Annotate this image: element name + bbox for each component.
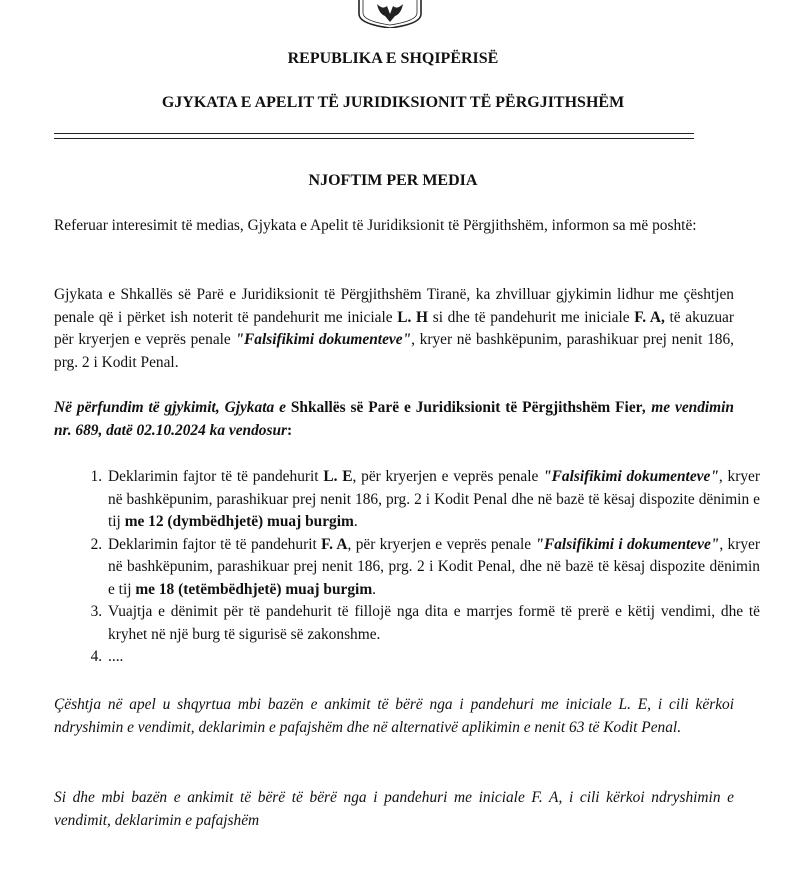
defendant-initials-lh: L. H — [397, 308, 429, 326]
header-divider-top — [54, 133, 694, 134]
court-heading: GJYKATA E APELIT TË JURIDIKSIONIT TË PËRGJITHSHËM — [161, 94, 625, 111]
sentence-text: me 12 (dymbëdhjetë) muaj burgim — [124, 513, 354, 530]
list-item: 4. .... — [106, 646, 760, 669]
sentence-text: me 18 (tetëmbëdhjetë) muaj burgim — [135, 580, 373, 598]
list-item: 1. Deklarimin fajtor të të pandehurit L. E, për kryerjen e veprës penale "Falsifikimi dokumenteve", kryer në bashkëpunim, parashikuar prej nenit 186, prg. 2 i Kodit Penal dhe në bazë të kësaj dispozite dënimin e tij me 12 (dymbëdhjetë) muaj burgim. — [106, 466, 760, 534]
list-item: 2. Deklarimin fajtor të të pandehurit F. A, për kryerjen e veprës penale "Falsifikimi i dokumenteve", kryer në bashkëpunim, parashikuar prej nenit 186, prg. 2 i Kodit Penal, dhe në bazë të kësaj dispozite dënimin e tij me 18 (tetëmbëdhjetë) muaj burgim. — [106, 534, 760, 602]
case-facts-paragraph: Gjykata e Shkallës së Parë e Juridiksionit të Përgjithshëm Tiranë, ka zhvilluar gjykimin lidhur me çështjen penale që i përket ish noterit të pandehurit me iniciale L. H si dhe të pandehurit me iniciale F. A, të akuzuar për kryerjen e veprës penale "Falsifikimi dokumenteve", kryer në bashkëpunim, parashikuar prej nenit 186, prg. 2 i Kodit Penal. — [54, 286, 735, 371]
header-divider-bottom — [54, 138, 694, 139]
decision-list — [80, 466, 760, 669]
decision-paragraph: Në përfundim të gjykimit, Gjykata e Shkallës së Parë e Juridiksionit të Përgjithshëm Fier, me vendimin nr. 689, datë 02.10.2024 ka vendosur: — [54, 399, 734, 439]
list-item: 3. Vuajtja e dënimit për të pandehurit të fillojë nga dita e marrjes formë të prerë e këtij vendimi, dhe të kryhet në një burg të sigurisë së zakonshme. — [106, 601, 760, 646]
republic-heading: REPUBLIKA E SHQIPËRISË — [287, 50, 499, 67]
notice-title: NJOFTIM PER MEDIA — [308, 172, 478, 189]
appeal-paragraph-2: Si dhe mbi bazën e ankimit të bërë të bërë nga i pandehuri me iniciale F. A, i cili kërkoi ndryshimin e vendimit, deklarimin e pafajshëm — [54, 789, 734, 829]
intro-paragraph: Referuar interesimit të medias, Gjykata e Apelit të Juridiksionit të Përgjithshëm, informon sa më poshtë: — [54, 217, 697, 234]
defendant-initials-fa: F. A, — [634, 308, 665, 326]
offence-name: "Falsifikimi dokumenteve" — [235, 331, 412, 348]
first-instance-court: Shkallës së Parë e Juridiksionit të Përgjithshëm Fier — [290, 399, 643, 416]
coat-of-arms-emblem — [351, 0, 429, 28]
appeal-paragraph-1: Çështja në apel u shqyrtua mbi bazën e ankimit të bërë nga i pandehuri me iniciale L. E, i cili kërkoi ndryshimin e vendimit, deklarimin e pafajshëm dhe në alternativë aplikimin e nenit 63 të Kodit Penal. — [54, 696, 734, 736]
